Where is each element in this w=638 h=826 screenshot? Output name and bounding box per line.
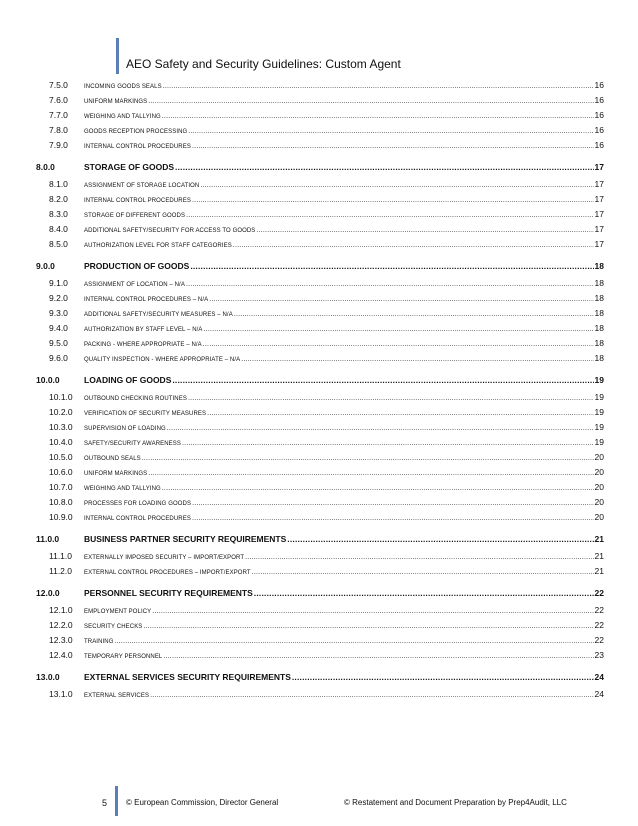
toc-entry-number: 12.2.0 <box>49 620 73 630</box>
toc-dot-leader <box>162 113 594 120</box>
toc-entry-number: 13.1.0 <box>49 689 73 699</box>
toc-entry-number: 10.2.0 <box>49 407 73 417</box>
toc-entry-title: QUALITY INSPECTION - WHERE APPROPRIATE – N/A <box>84 357 241 363</box>
toc-subsection-entry[interactable] <box>36 239 604 254</box>
toc-entry-title: EXTERNAL SERVICES SECURITY REQUIREMENTS <box>84 672 291 682</box>
toc-subsection-entry[interactable] <box>36 338 604 353</box>
toc-dot-leader <box>167 425 594 432</box>
toc-entry-page: 16 <box>594 95 604 105</box>
toc-subsection-entry[interactable] <box>36 293 604 308</box>
toc-dot-leader <box>292 672 594 682</box>
toc-dot-leader <box>186 212 593 219</box>
toc-entry-title: INTERNAL CONTROL PROCEDURES <box>84 144 191 150</box>
toc-entry-title: PRODUCTION OF GOODS <box>84 261 190 271</box>
toc-dot-leader <box>172 375 593 385</box>
toc-entry-number: 10.9.0 <box>49 512 73 522</box>
toc-entry-number: 10.3.0 <box>49 422 73 432</box>
toc-entry-page: 19 <box>594 375 604 385</box>
toc-entry-page: 17 <box>594 239 604 249</box>
toc-section-entry[interactable] <box>36 665 604 689</box>
toc-entry-title: EXTERNAL SERVICES <box>84 693 150 699</box>
toc-entry-page: 17 <box>594 179 604 189</box>
toc-entry-page: 20 <box>594 452 604 462</box>
toc-entry-number: 7.6.0 <box>49 95 68 105</box>
toc-dot-leader <box>150 692 593 699</box>
toc-entry-page: 18 <box>594 353 604 363</box>
toc-entry-page: 18 <box>594 261 604 271</box>
toc-entry-number: 8.3.0 <box>49 209 68 219</box>
toc-dot-leader <box>142 455 594 462</box>
toc-subsection-entry[interactable] <box>36 437 604 452</box>
toc-subsection-entry[interactable] <box>36 209 604 224</box>
page-number: 5 <box>102 798 108 808</box>
toc-dot-leader <box>241 356 593 363</box>
toc-entry-page: 16 <box>594 110 604 120</box>
toc-entry-page: 17 <box>594 209 604 219</box>
toc-entry-page: 19 <box>594 437 604 447</box>
toc-entry-number: 10.4.0 <box>49 437 73 447</box>
toc-subsection-entry[interactable] <box>36 140 604 155</box>
toc-subsection-entry[interactable] <box>36 620 604 635</box>
footer-copyright-right: © Restatement and Document Preparation by Prep4Audit, LLC <box>344 798 567 807</box>
toc-entry-title: SECURITY CHECKS <box>84 624 143 630</box>
toc-entry-title: EXTERNALLY IMPOSED SECURITY – IMPORT/EXPORT <box>84 555 245 561</box>
toc-entry-title: WEIGHING AND TALLYING <box>84 486 161 492</box>
toc-entry-number: 9.1.0 <box>49 278 68 288</box>
toc-subsection-entry[interactable] <box>36 278 604 293</box>
toc-entry-number: 10.8.0 <box>49 497 73 507</box>
toc-entry-title: INTERNAL CONTROL PROCEDURES <box>84 516 191 522</box>
toc-entry-title: VERIFICATION OF SECURITY MEASURES <box>84 411 207 417</box>
toc-dot-leader <box>203 341 594 348</box>
toc-entry-title: OUTBOUND SEALS <box>84 456 141 462</box>
toc-entry-page: 21 <box>594 551 604 561</box>
toc-section-entry[interactable] <box>36 527 604 551</box>
toc-dot-leader <box>192 500 593 507</box>
toc-subsection-entry[interactable] <box>36 407 604 422</box>
toc-entry-page: 21 <box>594 534 604 544</box>
toc-dot-leader <box>163 83 594 90</box>
page-header-title: AEO Safety and Security Guidelines: Custom Agent <box>126 57 401 71</box>
toc-entry-number: 10.0.0 <box>36 375 60 385</box>
toc-dot-leader <box>252 569 594 576</box>
toc-dot-leader <box>256 227 593 234</box>
toc-subsection-entry[interactable] <box>36 224 604 239</box>
toc-subsection-entry[interactable] <box>36 353 604 368</box>
footer-accent-bar <box>115 786 118 816</box>
toc-entry-title: INTERNAL CONTROL PROCEDURES – N/A <box>84 297 209 303</box>
toc-entry-title: INCOMING GOODS SEALS <box>84 84 162 90</box>
toc-subsection-entry[interactable] <box>36 422 604 437</box>
toc-entry-number: 10.5.0 <box>49 452 73 462</box>
toc-entry-page: 17 <box>594 194 604 204</box>
toc-entry-number: 12.0.0 <box>36 588 60 598</box>
toc-entry-number: 10.1.0 <box>49 392 73 402</box>
toc-entry-page: 17 <box>594 224 604 234</box>
toc-entry-page: 18 <box>594 293 604 303</box>
toc-entry-number: 11.0.0 <box>36 534 60 544</box>
toc-entry-number: 12.3.0 <box>49 635 73 645</box>
toc-entry-number: 7.5.0 <box>49 80 68 90</box>
toc-entry-number: 8.0.0 <box>36 162 55 172</box>
toc-entry-number: 9.3.0 <box>49 308 68 318</box>
toc-entry-title: PACKING - WHERE APPROPRIATE – N/A <box>84 342 202 348</box>
toc-entry-title: BUSINESS PARTNER SECURITY REQUIREMENTS <box>84 534 287 544</box>
toc-dot-leader <box>148 470 593 477</box>
toc-entry-number: 7.8.0 <box>49 125 68 135</box>
toc-section-entry[interactable] <box>36 368 604 392</box>
toc-dot-leader <box>143 623 593 630</box>
toc-entry-title: UNIFORM MARKINGS <box>84 99 148 105</box>
toc-entry-title: STORAGE OF DIFFERENT GOODS <box>84 213 186 219</box>
toc-entry-page: 16 <box>594 140 604 150</box>
toc-dot-leader <box>175 162 593 172</box>
toc-dot-leader <box>148 98 593 105</box>
toc-subsection-entry[interactable] <box>36 635 604 650</box>
toc-entry-title: WEIGHING AND TALLYING <box>84 114 161 120</box>
toc-subsection-entry[interactable] <box>36 308 604 323</box>
toc-entry-page: 18 <box>594 278 604 288</box>
toc-entry-page: 21 <box>594 566 604 576</box>
toc-dot-leader <box>192 515 594 522</box>
toc-entry-page: 19 <box>594 407 604 417</box>
toc-subsection-entry[interactable] <box>36 95 604 110</box>
toc-entry-title: LOADING OF GOODS <box>84 375 172 385</box>
toc-subsection-entry[interactable] <box>36 650 604 665</box>
toc-entry-page: 22 <box>594 588 604 598</box>
toc-dot-leader <box>209 296 593 303</box>
toc-entry-page: 19 <box>594 422 604 432</box>
toc-entry-title: OUTBOUND CHECKING ROUTINES <box>84 396 187 402</box>
toc-entry-page: 20 <box>594 482 604 492</box>
toc-entry-page: 16 <box>594 125 604 135</box>
toc-dot-leader <box>192 197 594 204</box>
toc-entry-number: 12.4.0 <box>49 650 73 660</box>
toc-dot-leader <box>287 534 593 544</box>
toc-entry-title: ADDITIONAL SAFETY/SECURITY FOR ACCESS TO GOODS <box>84 228 256 234</box>
toc-dot-leader <box>188 128 593 135</box>
toc-entry-page: 18 <box>594 308 604 318</box>
toc-entry-title: STORAGE OF GOODS <box>84 162 175 172</box>
toc-entry-page: 19 <box>594 392 604 402</box>
toc-entry-page: 22 <box>594 605 604 615</box>
toc-entry-number: 9.2.0 <box>49 293 68 303</box>
toc-subsection-entry[interactable] <box>36 80 604 95</box>
toc-dot-leader <box>114 638 593 645</box>
toc-section-entry[interactable] <box>36 155 604 179</box>
toc-entry-number: 8.4.0 <box>49 224 68 234</box>
toc-dot-leader <box>192 143 594 150</box>
toc-dot-leader <box>200 182 593 189</box>
toc-entry-title: EMPLOYMENT POLICY <box>84 609 152 615</box>
toc-subsection-entry[interactable] <box>36 482 604 497</box>
toc-subsection-entry[interactable] <box>36 323 604 338</box>
toc-entry-page: 23 <box>594 650 604 660</box>
toc-entry-page: 17 <box>594 162 604 172</box>
toc-entry-number: 10.7.0 <box>49 482 73 492</box>
toc-dot-leader <box>188 395 594 402</box>
toc-dot-leader <box>152 608 593 615</box>
toc-entry-page: 24 <box>594 689 604 699</box>
toc-entry-number: 8.5.0 <box>49 239 68 249</box>
toc-subsection-entry[interactable] <box>36 605 604 620</box>
toc-entry-number: 9.4.0 <box>49 323 68 333</box>
toc-subsection-entry[interactable] <box>36 392 604 407</box>
toc-entry-title: ASSIGNMENT OF LOCATION – N/A <box>84 282 185 288</box>
toc-subsection-entry[interactable] <box>36 512 604 527</box>
toc-entry-number: 10.6.0 <box>49 467 73 477</box>
footer-copyright-left: © European Commission, Director General <box>126 798 279 807</box>
toc-entry-page: 22 <box>594 620 604 630</box>
toc-entry-number: 7.7.0 <box>49 110 68 120</box>
toc-subsection-entry[interactable] <box>36 467 604 482</box>
toc-entry-number: 7.9.0 <box>49 140 68 150</box>
toc-entry-number: 11.1.0 <box>49 551 73 561</box>
toc-subsection-entry[interactable] <box>36 551 604 566</box>
toc-subsection-entry[interactable] <box>36 194 604 209</box>
toc-entry-title: INTERNAL CONTROL PROCEDURES <box>84 198 191 204</box>
toc-dot-leader <box>245 554 593 561</box>
toc-entry-page: 24 <box>594 672 604 682</box>
toc-entry-title: SUPERVISION OF LOADING <box>84 426 166 432</box>
toc-subsection-entry[interactable] <box>36 110 604 125</box>
toc-entry-title: SAFETY/SECURITY AWARENESS <box>84 441 181 447</box>
toc-section-entry[interactable] <box>36 581 604 605</box>
toc-entry-page: 20 <box>594 467 604 477</box>
toc-dot-leader <box>186 281 594 288</box>
toc-entry-number: 8.2.0 <box>49 194 68 204</box>
toc-dot-leader <box>162 485 594 492</box>
toc-entry-number: 9.5.0 <box>49 338 68 348</box>
toc-entry-number: 9.6.0 <box>49 353 68 363</box>
toc-subsection-entry[interactable] <box>36 689 604 704</box>
toc-entry-number: 13.0.0 <box>36 672 60 682</box>
toc-entry-number: 8.1.0 <box>49 179 68 189</box>
toc-entry-title: EXTERNAL CONTROL PROCEDURES – IMPORT/EXPORT <box>84 570 251 576</box>
toc-dot-leader <box>207 410 593 417</box>
toc-section-entry[interactable] <box>36 254 604 278</box>
toc-subsection-entry[interactable] <box>36 452 604 467</box>
toc-entry-page: 18 <box>594 323 604 333</box>
toc-dot-leader <box>182 440 594 447</box>
toc-entry-title: PERSONNEL SECURITY REQUIREMENTS <box>84 588 253 598</box>
toc-entry-title: AUTHORIZATION BY STAFF LEVEL – N/A <box>84 327 203 333</box>
table-of-contents <box>36 80 604 704</box>
toc-entry-page: 22 <box>594 635 604 645</box>
toc-dot-leader <box>204 326 594 333</box>
toc-entry-title: UNIFORM MARKINGS <box>84 471 148 477</box>
toc-entry-title: TEMPORARY PERSONNEL <box>84 654 163 660</box>
toc-entry-number: 9.0.0 <box>36 261 55 271</box>
toc-dot-leader <box>234 311 594 318</box>
toc-entry-title: ASSIGNMENT OF STORAGE LOCATION <box>84 183 200 189</box>
toc-entry-title: AUTHORIZATION LEVEL FOR STAFF CATEGORIES <box>84 243 232 249</box>
toc-subsection-entry[interactable] <box>36 179 604 194</box>
toc-entry-number: 12.1.0 <box>49 605 73 615</box>
toc-dot-leader <box>233 242 594 249</box>
toc-entry-page: 18 <box>594 338 604 348</box>
toc-dot-leader <box>190 261 593 271</box>
toc-entry-number: 11.2.0 <box>49 566 73 576</box>
toc-subsection-entry[interactable] <box>36 497 604 512</box>
toc-entry-title: ADDITIONAL SAFETY/SECURITY MEASURES – N/A <box>84 312 233 318</box>
toc-subsection-entry[interactable] <box>36 566 604 581</box>
toc-entry-title: TRAINING <box>84 639 114 645</box>
toc-entry-page: 16 <box>594 80 604 90</box>
toc-subsection-entry[interactable] <box>36 125 604 140</box>
toc-entry-page: 20 <box>594 497 604 507</box>
toc-entry-title: PROCESSES FOR LOADING GOODS <box>84 501 192 507</box>
toc-entry-title: GOODS RECEPTION PROCESSING <box>84 129 188 135</box>
toc-dot-leader <box>254 588 594 598</box>
header-accent-bar <box>116 38 119 74</box>
toc-dot-leader <box>163 653 593 660</box>
toc-entry-page: 20 <box>594 512 604 522</box>
